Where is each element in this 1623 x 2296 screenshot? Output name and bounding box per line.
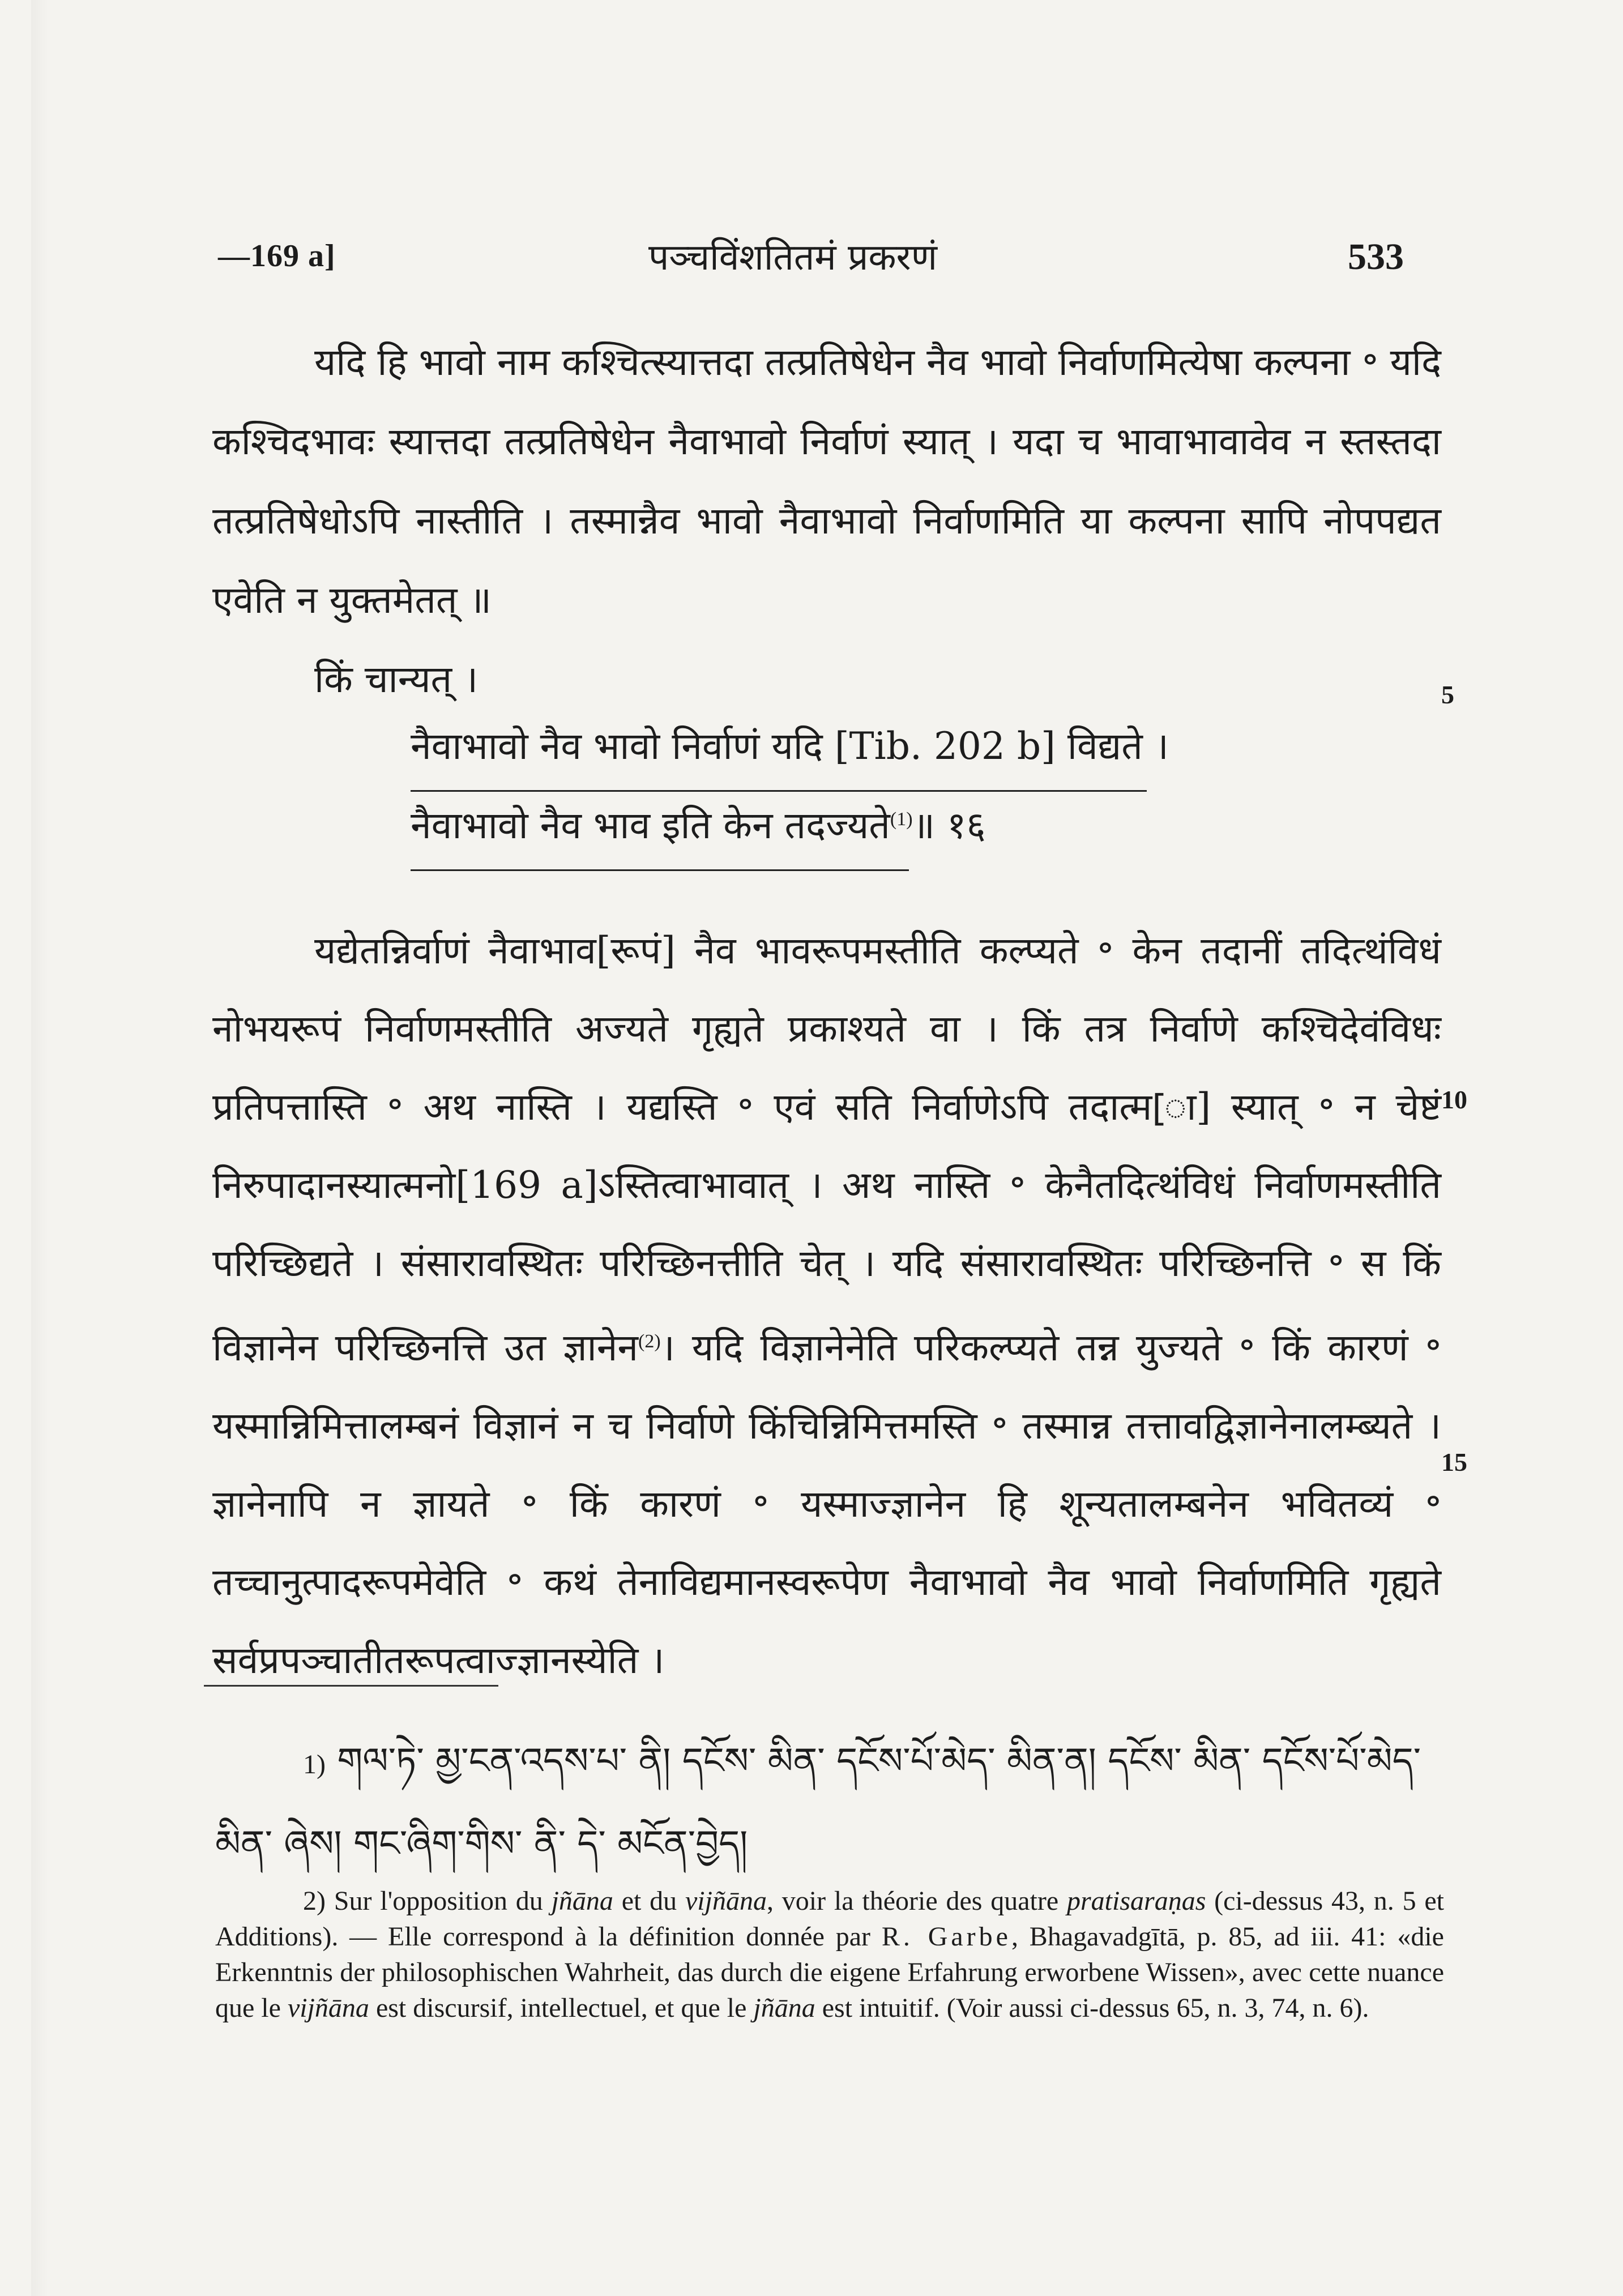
line-number-15: 15: [1441, 1448, 1467, 1476]
footnote-2-term: jñāna: [551, 1886, 613, 1916]
footnote-separator: [204, 1685, 498, 1687]
footnote-ref-1: (1): [890, 809, 913, 830]
commentary-paragraph-1: यदि हि भावो नाम कश्चित्स्यात्तदा तत्प्रतिषेधेन नैव भावो निर्वाणमित्येषा कल्पना ॰ यदि कश्चिदभावः स्यात्तदा तत्प्रतिषेधेन नैवाभावो निर्वाणं स्यात् । यदा च भावाभावावेव न स्तस्तदा तत्प्रतिषेधोऽपि नास्तीति । तस्मान्नैव भावो नैवाभावो निर्वाणमिति या कल्पना सापि नोपपद्यत एवेति न युक्तमेतत् ॥: [212, 340, 1441, 622]
footnote-2: [215, 1883, 1444, 2026]
footnote-2-term: vijñāna: [287, 1993, 369, 2023]
footnote-2-number: 2): [303, 1886, 326, 1916]
footnote-2-text: est intuitif. (Voir aussi ci-dessus 65, n. 3, 74, n. 6).: [815, 1993, 1369, 2023]
footnote-2-term: jñāna: [753, 1993, 815, 2023]
commentary-paragraph-3-part-1: यद्येतन्निर्वाणं नैवाभाव[रूपं] नैव भावरूपमस्तीति कल्प्यते ॰ केन तदानीं तदित्थंविधं नोभयरूपं निर्वाणमस्तीति अज्यते गृह्यते प्रकाश्यते वा । किं तत्र निर्वाणे कश्चिदेवंविधः प्रतिपत्तास्ति ॰ अथ नास्ति । यद्यस्ति ॰ एवं सति निर्वाणेऽपि तदात्म[ा] स्यात् ॰ न चेष्टं निरुपादानस्यात्मनो[169 a]ऽस्तित्वाभावात् । अथ नास्ति ॰ केनैतदित्थंविधं निर्वाणमस्तीति परिच्छिद्यते । संसारावस्थितः परिच्छिनत्तीति चेत् । यदि संसारावस्थितः परिच्छिनत्ति ॰ स किं विज्ञानेन परिच्छिनत्ति उत ज्ञानेन: [212, 929, 1441, 1369]
verse-number: ॥ १६: [912, 804, 986, 847]
commentary-paragraph-2: किं चान्यत् ।: [314, 658, 479, 701]
footnote-ref-2: (2): [638, 1331, 661, 1352]
verse-rule-2: [411, 869, 909, 871]
verse-line-2: [411, 799, 986, 850]
running-head-reference: —169 a]: [218, 238, 336, 274]
footnote-2-text: (ci-dessus 43, n. 5 et Additions). — Elle correspond à la définition donnée par: [215, 1886, 1445, 1952]
footnote-1: [215, 1722, 1444, 1884]
line-number-5: 5: [1441, 680, 1454, 709]
footnote-2-text: , voir la théorie des quatre: [766, 1886, 1067, 1916]
commentary-paragraph-3: [212, 912, 1441, 1700]
footnote-2-text: et du: [613, 1886, 685, 1916]
verse-rule-1: [411, 790, 1147, 792]
commentary-paragraph-3-part-2: । यदि विज्ञानेनेति परिकल्प्यते तन्न युज्यते ॰ किं कारणं ॰ यस्मान्निमित्तालम्बनं विज्ञानं न च निर्वाणे किंचिन्निमित्तमस्ति ॰ तस्मान्न तत्तावद्विज्ञानेनालम्ब्यते । ज्ञानेनापि न ज्ञायते ॰ किं कारणं ॰ यस्माज्ज्ञानेन हि शून्यतालम्बनेन भवितव्यं ॰ तच्चानुत्पादरूपमेवेति ॰ कथं तेनाविद्यमानस्वरूपेण नैवाभावो नैव भावो निर्वाणमिति गृह्यते सर्वप्रपञ्चातीतरूपत्वाज्ज्ञानस्येति ।: [212, 1326, 1442, 1682]
running-head-title: पञ्चविंशतितमं प्रकरणं: [648, 237, 937, 279]
line-number-10: 10: [1441, 1085, 1467, 1114]
page-spine-shadow: [31, 0, 48, 2296]
footnote-1-tibetan-text: གལ་ཏེ་ མྱ་ངན་འདས་པ་ ནི། དངོས་ མིན་ དངོས་པོ་མེད་ མིན་ན། དངོས་ མིན་ དངོས་པོ་མེད་ མིན་ ཞེས། གང་ཞིག་གིས་ ནི་ དེ་ མངོན་བྱེད།: [215, 1740, 1421, 1865]
footnote-1-number: 1): [303, 1749, 326, 1779]
footnote-2-author: R. Garbe: [881, 1922, 1011, 1952]
footnote-2-text: Sur l'opposition du: [325, 1886, 552, 1916]
page-number: 533: [1348, 236, 1404, 278]
footnote-2-text: est discursif, intellectuel, et que le: [369, 1993, 754, 2023]
verse-line-2-text: नैवाभावो नैव भाव इति केन तदज्यते: [411, 804, 890, 847]
verse-line-1: नैवाभावो नैव भावो निर्वाणं यदि [Tib. 202 b] विद्यते ।: [411, 724, 1169, 768]
footnote-2-term: vijñāna: [685, 1886, 767, 1916]
footnote-2-text: , Bhagavadgītā, p. 85, ad iii. 41: «die Erkenntnis der philosophischen Wahrheit, das durch die eigene Erfahrung erworbene Wissen», avec cette nuance que le: [215, 1922, 1444, 2023]
footnote-2-term: pratisaraṇas: [1066, 1886, 1206, 1916]
